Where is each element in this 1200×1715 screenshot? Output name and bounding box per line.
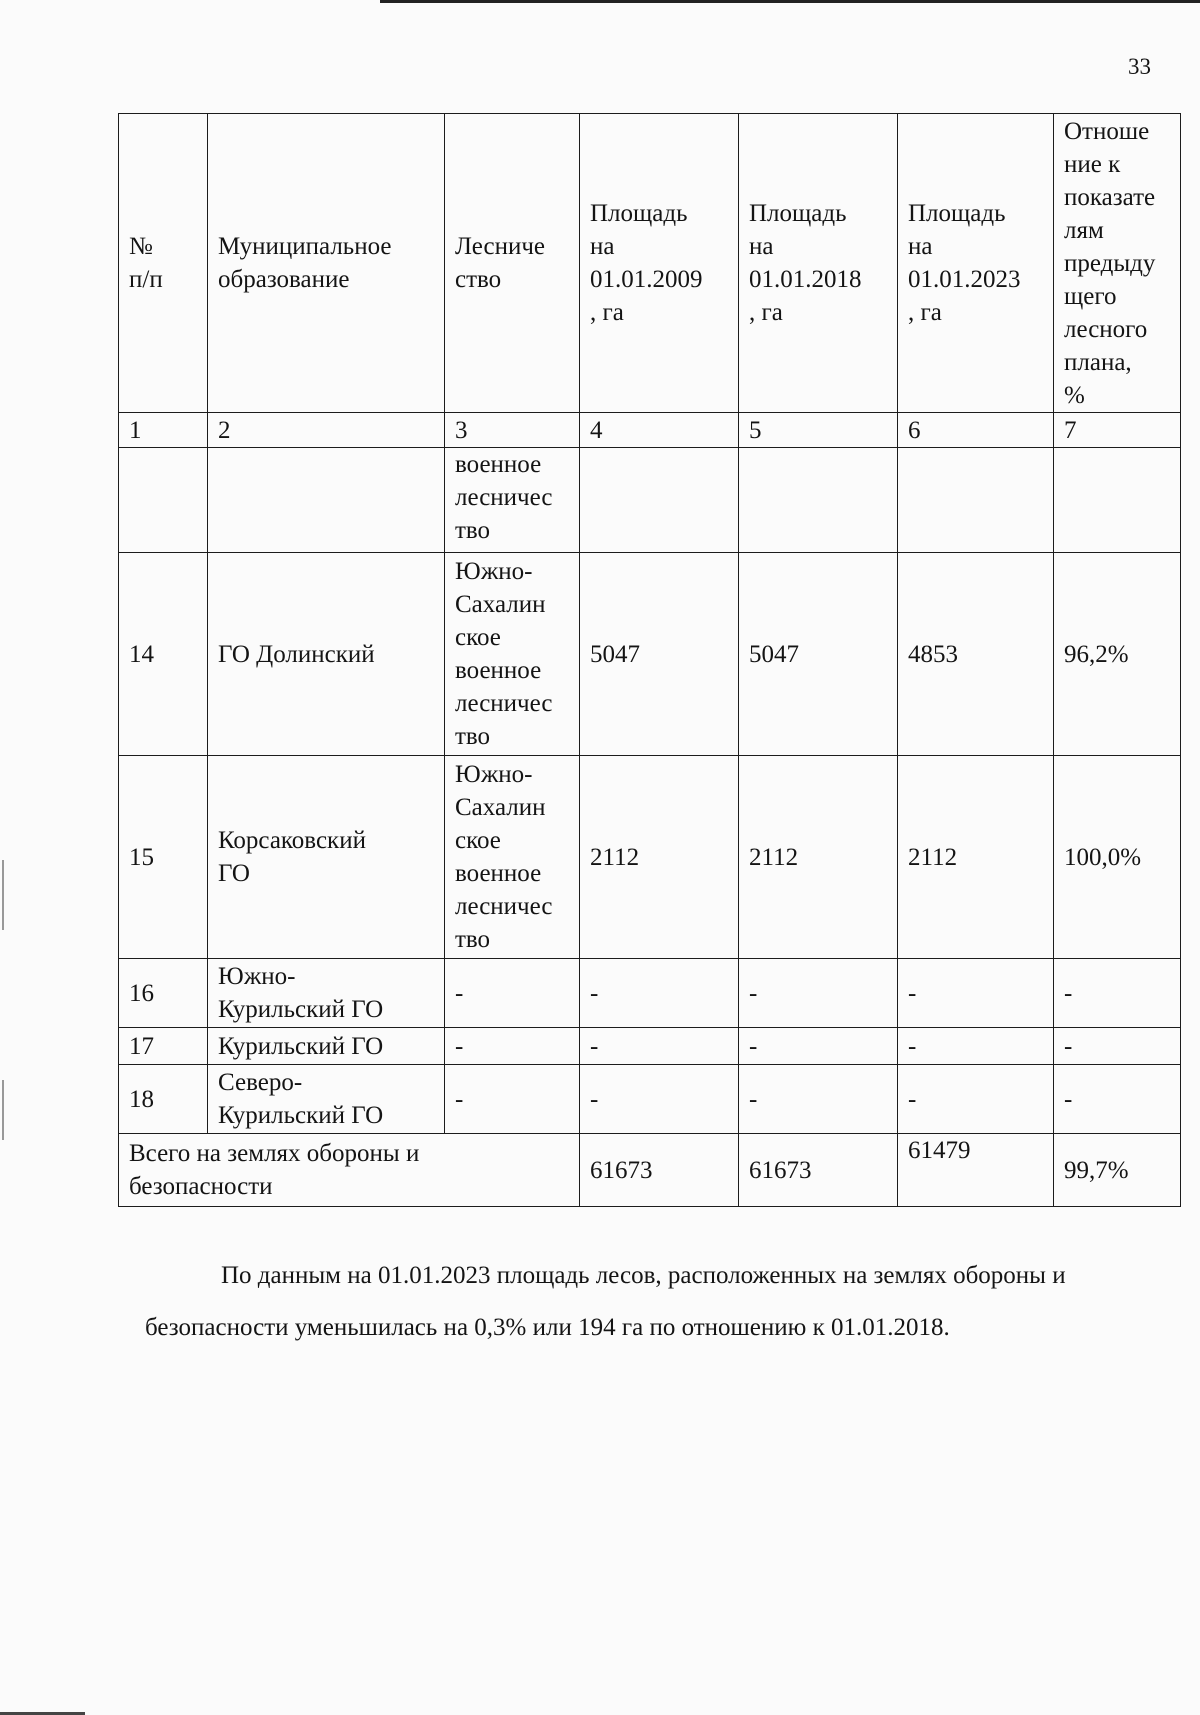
total-label: Всего на землях обороны и безопасности <box>129 1140 420 1200</box>
row-number: 17 <box>119 1028 208 1065</box>
cell-text: Южно- Сахалин ское военное лесничес тво <box>455 558 553 750</box>
column-number-row <box>119 413 1181 448</box>
column-number: 5 <box>739 413 898 448</box>
area-2018-cell: - <box>739 1065 898 1134</box>
municipality-cell <box>208 959 445 1028</box>
area-2018-cell: 2112 <box>739 756 898 959</box>
column-number: 2 <box>208 413 445 448</box>
area-2023-cell: 4853 <box>898 553 1054 756</box>
column-number: 3 <box>445 413 580 448</box>
area-2009-cell: - <box>580 1065 739 1134</box>
total-area-2018: 61673 <box>739 1134 898 1207</box>
table-cell <box>580 448 739 553</box>
header-text: Муниципальное образование <box>218 233 392 293</box>
forest-area-table <box>118 113 1181 1207</box>
header-text: Площадь на 01.01.2018 , га <box>749 200 862 326</box>
area-2018-cell: - <box>739 959 898 1028</box>
header-cell-area-2023 <box>898 114 1054 413</box>
cell-text: военное лесничес тво <box>455 451 553 544</box>
forestry-cell: - <box>445 959 580 1028</box>
area-2023-cell: 2112 <box>898 756 1054 959</box>
forestry-cell <box>445 553 580 756</box>
area-2009-cell: 2112 <box>580 756 739 959</box>
total-label-cell <box>119 1134 580 1207</box>
cell-text: Южно- Курильский ГО <box>218 963 384 1023</box>
column-number: 1 <box>119 413 208 448</box>
municipality-cell: Курильский ГО <box>208 1028 445 1065</box>
header-cell-area-2009 <box>580 114 739 413</box>
table-cell <box>1054 448 1181 553</box>
table-cell <box>208 448 445 553</box>
top-edge-rule <box>380 0 1200 3</box>
forestry-cell: - <box>445 1028 580 1065</box>
scan-edge-mark <box>2 1080 4 1140</box>
column-number: 4 <box>580 413 739 448</box>
table-cell <box>898 448 1054 553</box>
row-number: 15 <box>119 756 208 959</box>
column-number: 6 <box>898 413 1054 448</box>
summary-paragraph: По данным на 01.01.2023 площадь лесов, расположенных на землях обороны и безопасности уменьшилась на 0,3% или 194 га по отношению к 01.01.2018. <box>145 1262 1066 1341</box>
header-text: Лесниче ство <box>455 233 546 293</box>
table-header-row <box>119 114 1181 413</box>
cell-text: Северо- Курильский ГО <box>218 1069 384 1129</box>
header-cell-number <box>119 114 208 413</box>
cell-text: ГО Долинский <box>218 640 375 668</box>
header-text: Отноше ние к показате лям предыду щего лесного плана, % <box>1064 117 1156 409</box>
scan-edge-mark <box>2 860 4 930</box>
area-2023-cell: - <box>898 1028 1054 1065</box>
forestry-cell <box>445 756 580 959</box>
ratio-cell: 96,2% <box>1054 553 1181 756</box>
table-row <box>119 553 1181 756</box>
cell-text: Южно- Сахалин ское военное лесничес тво <box>455 761 553 953</box>
total-ratio: 99,7% <box>1054 1134 1181 1207</box>
page-number: 33 <box>1128 54 1151 79</box>
header-cell-ratio <box>1054 114 1181 413</box>
municipality-cell <box>208 756 445 959</box>
table-cell <box>119 448 208 553</box>
area-2009-cell: 5047 <box>580 553 739 756</box>
ratio-cell: 100,0% <box>1054 756 1181 959</box>
forestry-cell: - <box>445 1065 580 1134</box>
header-text: Площадь на 01.01.2009 , га <box>590 200 703 326</box>
table-row <box>119 756 1181 959</box>
table-row <box>119 959 1181 1028</box>
municipality-cell <box>208 553 445 756</box>
header-cell-municipality <box>208 114 445 413</box>
table-row <box>119 1065 1181 1134</box>
area-2023-cell: - <box>898 1065 1054 1134</box>
ratio-cell: - <box>1054 1065 1181 1134</box>
table-cell-forestry <box>445 448 580 553</box>
table-row <box>119 1028 1181 1065</box>
area-2018-cell: - <box>739 1028 898 1065</box>
area-2009-cell: - <box>580 959 739 1028</box>
municipality-cell <box>208 1065 445 1134</box>
row-number: 18 <box>119 1065 208 1134</box>
row-number: 16 <box>119 959 208 1028</box>
total-area-2023: 61479 <box>898 1134 1054 1207</box>
area-2009-cell: - <box>580 1028 739 1065</box>
area-2023-cell: - <box>898 959 1054 1028</box>
header-cell-area-2018 <box>739 114 898 413</box>
continuation-row <box>119 448 1181 553</box>
row-number: 14 <box>119 553 208 756</box>
column-number: 7 <box>1054 413 1181 448</box>
ratio-cell: - <box>1054 959 1181 1028</box>
ratio-cell: - <box>1054 1028 1181 1065</box>
area-2018-cell: 5047 <box>739 553 898 756</box>
header-text: № п/п <box>129 233 163 293</box>
total-row <box>119 1134 1181 1207</box>
total-area-2009: 61673 <box>580 1134 739 1207</box>
header-text: Площадь на 01.01.2023 , га <box>908 200 1021 326</box>
cell-text: Корсаковский ГО <box>218 827 366 887</box>
table-cell <box>739 448 898 553</box>
header-cell-forestry <box>445 114 580 413</box>
